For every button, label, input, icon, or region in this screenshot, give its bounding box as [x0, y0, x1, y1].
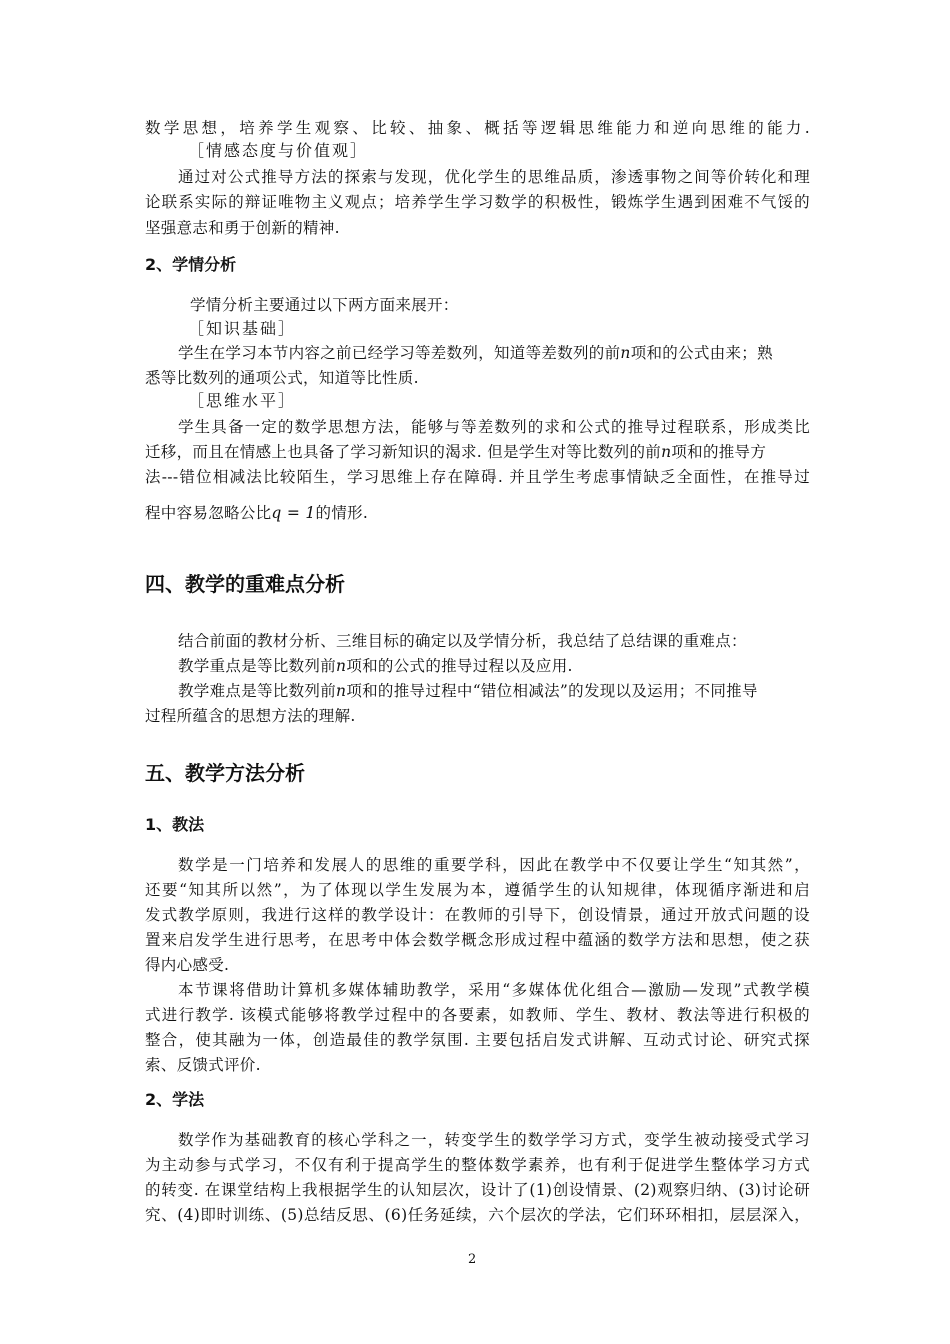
paragraph-line: 通过对公式推导方法的探索与发现，优化学生的思维品质，渗透事物之间等价转化和理 [178, 168, 810, 186]
section-heading-4: 四、教学的重难点分析 [145, 572, 345, 596]
paragraph-line [145, 442, 810, 462]
paragraph-line: 坚强意志和勇于创新的精神. [145, 219, 340, 237]
paragraph-line: 置来启发学生进行思考，在思考中体会数学概念形成过程中蕴涵的数学方法和思想，使之获 [145, 931, 810, 949]
subheading-learning-method: 2、学法 [145, 1090, 205, 1109]
text-span: 教学重点是等比数列前 [178, 657, 337, 675]
paragraph-line: 论联系实际的辩证唯物主义观点；培养学生学习数学的积极性，锻炼学生遇到困难不气馁的 [145, 193, 810, 211]
paragraph-line: 数学思想，培养学生观察、比较、抽象、概括等逻辑思维能力和逆向思维的能力. [145, 119, 810, 137]
paragraph-line: 过程所蕴含的思想方法的理解. [145, 707, 356, 725]
paragraph-line: 数学是一门培养和发展人的思维的重要学科，因此在教学中不仅要让学生“知其然”， [178, 856, 810, 874]
paragraph-line: 学情分析主要通过以下两方面来展开： [190, 296, 459, 314]
paragraph-line: 本节课将借助计算机多媒体辅助教学，采用“多媒体优化组合—激励—发现”式教学模 [178, 981, 810, 999]
paragraph-line: 结合前面的教材分析、三维目标的确定以及学情分析，我总结了总结课的重难点： [178, 632, 747, 650]
section-heading-5: 五、教学方法分析 [145, 761, 305, 785]
paragraph-line: 式进行教学. 该模式能够将教学过程中的各要素，如教师、学生、教材、教法等进行积极的 [145, 1006, 810, 1024]
text-span: 迁移，而且在情感上也具备了学习新知识的渴求. 但是学生对等比数列的前 [145, 443, 662, 461]
text-span: 项和的推导方 [671, 443, 767, 461]
paragraph-line: 为主动参与式学习，不仅有利于提高学生的整体数学素养，也有利于促进学生整体学习方式 [145, 1156, 810, 1174]
heading-knowledge-base: ［知识基础］ [188, 319, 297, 338]
text-span: 教学难点是等比数列前 [178, 682, 337, 700]
text-span: 项和的公式由来；熟 [630, 344, 773, 362]
subheading-student-analysis: 2、学情分析 [145, 255, 237, 274]
paragraph-line: 究、(4)即时训练、(5)总结反思、(6)任务延续，六个层次的学法，它们环环相扣，层层深入， [145, 1206, 810, 1224]
math-variable: n [336, 657, 347, 675]
paragraph-line: 的转变. 在课堂结构上我根据学生的认知层次，设计了(1)创设情景、(2)观察归纳、(3)讨论研 [145, 1181, 810, 1199]
paragraph-line [178, 681, 810, 701]
paragraph-line: 索、反馈式评价. [145, 1056, 261, 1074]
math-variable: n [661, 443, 672, 461]
paragraph-line: 悉等比数列的通项公式，知道等比性质. [145, 369, 419, 387]
paragraph-line: 数学作为基础教育的核心学科之一，转变学生的数学学习方式，变学生被动接受式学习 [178, 1131, 810, 1149]
paragraph-line: 发式教学原则，我进行这样的教学设计：在教师的引导下，创设情景，通过开放式问题的设 [145, 906, 810, 924]
text-span: 项和的推导过程中“错位相减法”的发现以及运用；不同推导 [346, 682, 758, 700]
text-span: 学生在学习本节内容之前已经学习等差数列，知道等差数列的前 [178, 344, 621, 362]
paragraph-line [145, 503, 810, 523]
math-formula: q = 1 [271, 504, 316, 522]
math-variable: n [620, 344, 631, 362]
heading-emotion-values: ［情感态度与价值观］ [188, 141, 369, 160]
heading-thinking-level: ［思维水平］ [188, 391, 297, 410]
paragraph-line [178, 343, 810, 363]
paragraph-line: 学生具备一定的数学思想方法，能够与等差数列的求和公式的推导过程联系，形成类比 [178, 418, 810, 436]
paragraph-line [178, 656, 810, 676]
subheading-teaching-method: 1、教法 [145, 815, 205, 834]
text-span: 的情形. [315, 504, 369, 522]
paragraph-line: 法---错位相减法比较陌生，学习思维上存在障碍. 并且学生考虑事情缺乏全面性，在推导过 [145, 468, 810, 486]
text-span: 项和的公式的推导过程以及应用. [346, 657, 573, 675]
paragraph-line: 还要“知其所以然”，为了体现以学生发展为本，遵循学生的认知规律，体现循序渐进和启 [145, 881, 810, 899]
paragraph-line: 得内心感受. [145, 956, 230, 974]
math-variable: n [336, 682, 347, 700]
page-number: 2 [468, 1252, 477, 1267]
text-span: 程中容易忽略公比 [145, 504, 272, 522]
paragraph-line: 整合，使其融为一体，创造最佳的教学氛围. 主要包括启发式讲解、互动式讨论、研究式探 [145, 1031, 810, 1049]
